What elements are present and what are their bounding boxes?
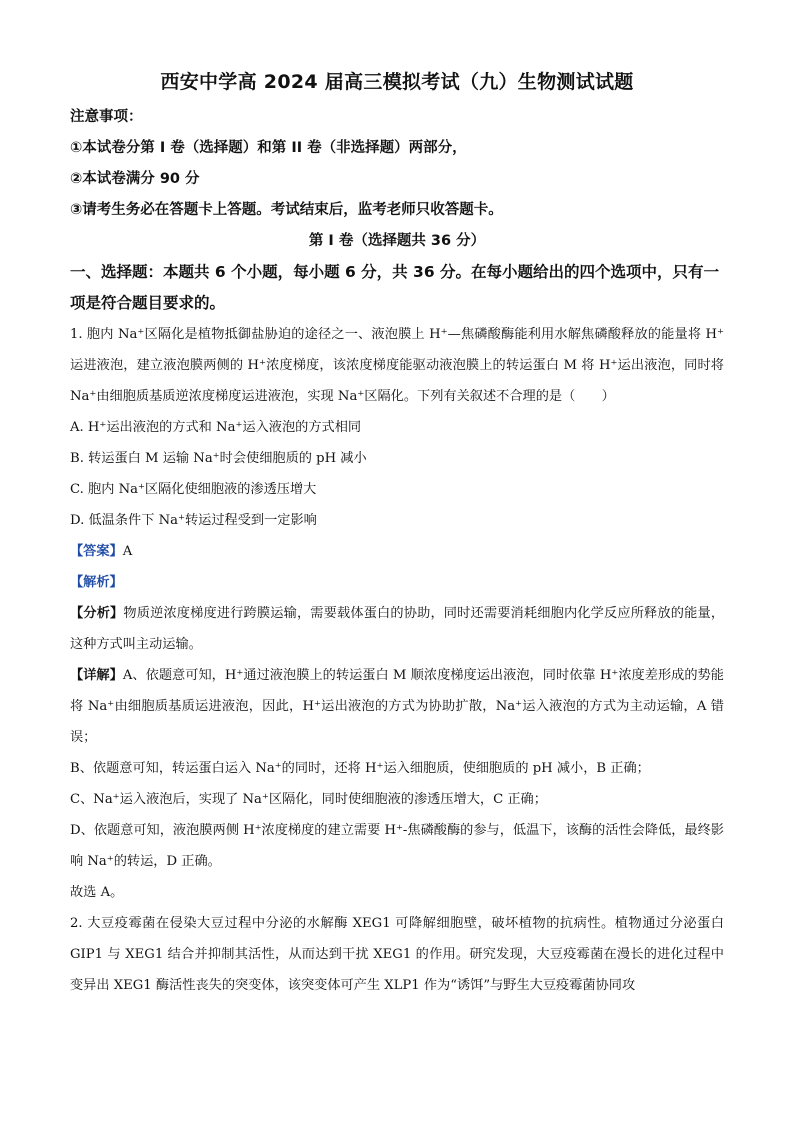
section-intro: 一、选择题：本题共 6 个小题，每小题 6 分，共 36 分。在每小题给出的四个选项中，只有一项是符合题目要求的。: [70, 263, 720, 312]
detail-paragraph-b: B、依题意可知，转运蛋白运入 Na⁺的同时，还将 H⁺运入细胞质，使细胞质的 pH 减小，B 正确；: [70, 761, 650, 776]
detail-paragraph-c: C、Na⁺运入液泡后，实现了 Na⁺区隔化，同时使细胞液的渗透压增大，C 正确；: [70, 792, 547, 807]
notice-item-1: ①本试卷分第 I 卷（选择题）和第 II 卷（非选择题）两部分，: [70, 140, 467, 156]
notice-item-2: ②本试卷满分 90 分: [70, 171, 200, 187]
answer-tag: 【答案】: [70, 544, 123, 559]
fenxi-text: 物质逆浓度梯度进行跨膜运输，需要载体蛋白的协助，同时还需要消耗细胞内化学反应所释放的能量，这种方式叫主动运输。: [70, 606, 725, 652]
notice-heading: 注意事项：: [70, 109, 143, 125]
question-1-option-b: B. 转运蛋白 M 运输 Na⁺时会使细胞质的 pH 减小: [70, 451, 367, 466]
page-title: 西安中学高 2024 届高三模拟考试（九）生物测试试题: [160, 71, 634, 93]
conclusion: 故选 A。: [70, 885, 124, 900]
question-1-option-d: D. 低温条件下 Na⁺转运过程受到一定影响: [70, 513, 317, 528]
question-1-option-c: C. 胞内 Na⁺区隔化使细胞液的渗透压增大: [70, 482, 317, 497]
question-1-option-a: A. H⁺运出液泡的方式和 Na⁺运入液泡的方式相同: [70, 420, 362, 435]
detail-tag: 【详解】: [70, 668, 123, 683]
detail-paragraph-d: D、依题意可知，液泡膜两侧 H⁺浓度梯度的建立需要 H⁺-焦磷酸酶的参与，低温下，该酶的活性会降低，最终影响 Na⁺的转运，D 正确。: [70, 823, 724, 869]
answer-value: A: [122, 544, 133, 559]
notice-item-3: ③请考生务必在答题卡上答题。考试结束后，监考老师只收答题卡。: [70, 202, 503, 218]
analysis-line: [70, 567, 724, 598]
question-2-stem: 2. 大豆疫霉菌在侵染大豆过程中分泌的水解酶 XEG1 可降解细胞壁，破坏植物的抗病性。植物通过分泌蛋白 GIP1 与 XEG1 结合并抑制其活性，从而达到干扰 XEG1 的作用。研究发现，大豆疫霉菌在漫长的进化过程中变异出 XEG1 酶活性丧失的突变体，该突变体可产生 XLP1 作为“诱饵”与野生大豆疫霉菌协同攻: [70, 916, 724, 993]
fenxi-paragraph: [70, 598, 724, 660]
question-1-stem: 1. 胞内 Na⁺区隔化是植物抵御盐胁迫的途径之一、液泡膜上 H⁺—焦磷酸酶能利用水解焦磷酸释放的能量将 H⁺运进液泡，建立液泡膜两侧的 H⁺浓度梯度，该浓度梯度能驱动液泡膜上的转运蛋白 M 将 H⁺运出液泡，同时将 Na⁺由细胞质基质逆浓度梯度运进液泡，实现 Na⁺区隔化。下列有关叙述不合理的是（ ）: [70, 327, 724, 404]
detail-paragraph-a: [70, 660, 724, 753]
fenxi-tag: 【分析】: [70, 606, 124, 621]
analysis-tag: 【解析】: [70, 575, 123, 590]
answer-line: [70, 536, 724, 567]
detail-a-text: A、依题意可知，H⁺通过液泡膜上的转运蛋白 M 顺浓度梯度运出液泡，同时依靠 H⁺浓度差形成的势能将 Na⁺由细胞质基质运进液泡，因此，H⁺运出液泡的方式为协助扩散，Na⁺运入液泡的方式为主动运输，A 错误；: [70, 668, 724, 745]
section-title: 第 I 卷（选择题共 36 分）: [308, 233, 486, 249]
